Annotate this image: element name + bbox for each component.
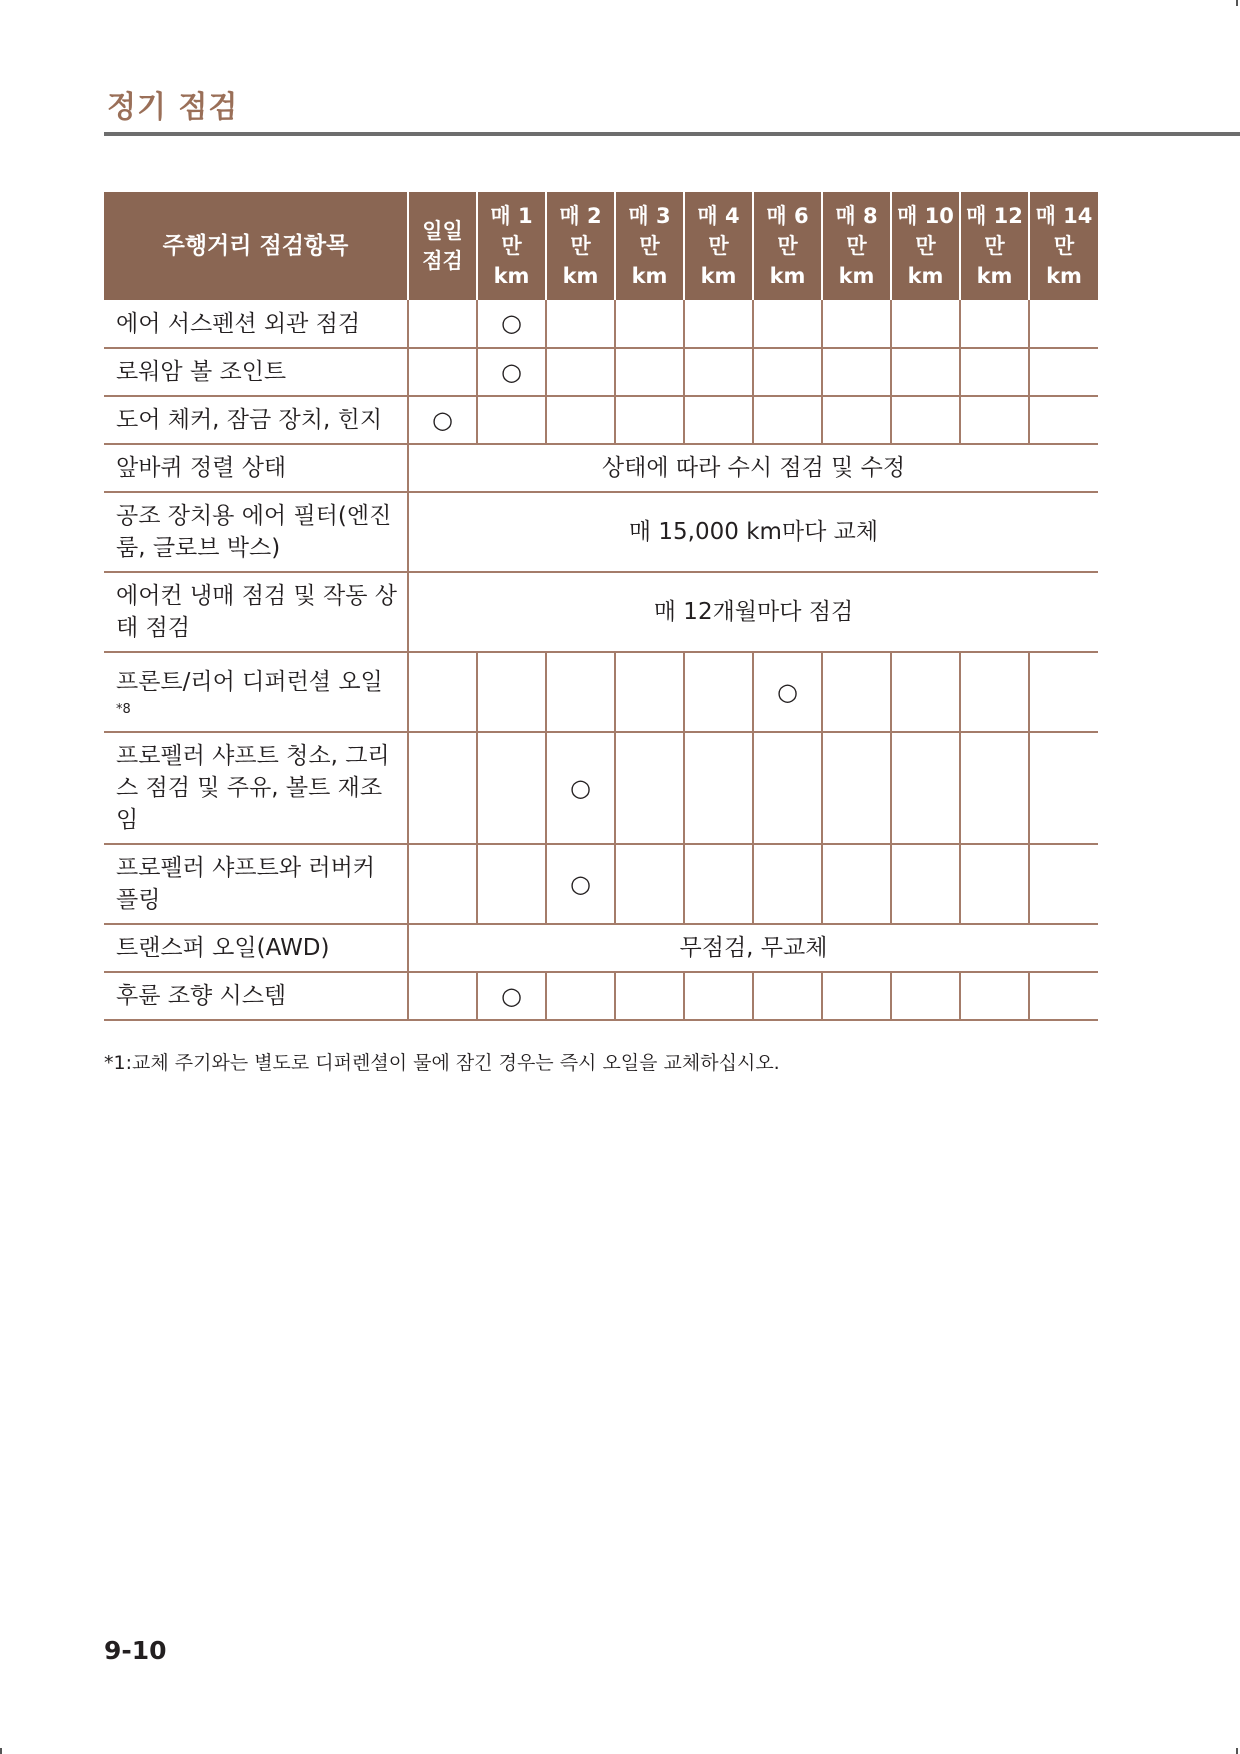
cell-daily bbox=[408, 300, 477, 348]
header-interval-8: 매 10 만 km bbox=[891, 192, 960, 300]
cell-interval-2 bbox=[546, 972, 615, 1020]
header-interval-6: 매 6 만 km bbox=[753, 192, 822, 300]
row-item-label bbox=[104, 492, 408, 572]
row-item-label bbox=[104, 300, 408, 348]
item-note: *8 bbox=[116, 702, 131, 717]
cell-interval-2 bbox=[546, 348, 615, 396]
cell-interval-8 bbox=[960, 972, 1029, 1020]
cell-interval-3 bbox=[615, 652, 684, 732]
cell-interval-9 bbox=[1029, 396, 1098, 444]
cell-interval-7 bbox=[891, 844, 960, 924]
cell-interval-7 bbox=[891, 396, 960, 444]
check-mark-icon: ○ bbox=[501, 981, 522, 1010]
row-item-label bbox=[104, 844, 408, 924]
item-text: 앞바퀴 정렬 상태 bbox=[116, 455, 287, 481]
row-span-note: 무점검, 무교체 bbox=[408, 924, 1098, 972]
crop-mark-bottom-right bbox=[1236, 1748, 1238, 1754]
cell-interval-3 bbox=[615, 396, 684, 444]
cell-interval-5 bbox=[753, 652, 822, 732]
item-text: 로워암 볼 조인트 bbox=[116, 359, 287, 385]
cell-interval-2 bbox=[546, 396, 615, 444]
cell-interval-5 bbox=[753, 396, 822, 444]
cell-daily bbox=[408, 732, 477, 844]
table-row bbox=[104, 844, 1098, 924]
cell-interval-4 bbox=[684, 972, 753, 1020]
table-row bbox=[104, 444, 1098, 492]
cell-interval-6 bbox=[822, 300, 891, 348]
table-row bbox=[104, 732, 1098, 844]
cell-interval-1 bbox=[477, 348, 546, 396]
cell-interval-7 bbox=[891, 348, 960, 396]
item-text: 프로펠러 샤프트 청소, 그리스 점검 및 주유, 볼트 재조임 bbox=[116, 743, 390, 833]
check-mark-icon: ○ bbox=[432, 405, 453, 434]
footnote: *1:교체 주기와는 별도로 디퍼렌셜이 물에 잠긴 경우는 즉시 오일을 교체하십시오. bbox=[104, 1052, 780, 1074]
cell-interval-7 bbox=[891, 972, 960, 1020]
table-row bbox=[104, 572, 1098, 652]
cell-interval-3 bbox=[615, 348, 684, 396]
check-mark-icon: ○ bbox=[501, 309, 522, 337]
table-row bbox=[104, 492, 1098, 572]
cell-interval-8 bbox=[960, 348, 1029, 396]
item-text: 도어 체커, 잠금 장치, 힌지 bbox=[116, 407, 383, 433]
cell-interval-5 bbox=[753, 972, 822, 1020]
check-mark-icon: ○ bbox=[777, 677, 798, 706]
header-interval-4: 매 3 만 km bbox=[615, 192, 684, 300]
cell-interval-9 bbox=[1029, 348, 1098, 396]
header-interval-5: 매 4 만 km bbox=[684, 192, 753, 300]
cell-interval-9 bbox=[1029, 300, 1098, 348]
header-interval-2: 매 1 만 km bbox=[477, 192, 546, 300]
crop-mark-bottom-left bbox=[0, 1748, 2, 1754]
title-divider bbox=[104, 132, 1240, 136]
cell-interval-7 bbox=[891, 652, 960, 732]
row-item-label bbox=[104, 444, 408, 492]
page-title: 정기 점검 bbox=[107, 90, 239, 125]
header-interval-1: 일일 점검 bbox=[408, 192, 477, 300]
cell-interval-8 bbox=[960, 396, 1029, 444]
cell-interval-8 bbox=[960, 732, 1029, 844]
cell-daily bbox=[408, 972, 477, 1020]
cell-interval-7 bbox=[891, 300, 960, 348]
cell-interval-6 bbox=[822, 732, 891, 844]
cell-interval-4 bbox=[684, 396, 753, 444]
cell-interval-1 bbox=[477, 732, 546, 844]
cell-interval-5 bbox=[753, 844, 822, 924]
cell-interval-3 bbox=[615, 844, 684, 924]
item-text: 에어 서스펜션 외관 점검 bbox=[116, 310, 361, 337]
cell-interval-4 bbox=[684, 652, 753, 732]
cell-daily bbox=[408, 844, 477, 924]
cell-interval-2 bbox=[546, 652, 615, 732]
cell-interval-6 bbox=[822, 396, 891, 444]
row-span-note: 매 15,000 km마다 교체 bbox=[408, 492, 1098, 572]
row-item-label bbox=[104, 972, 408, 1020]
cell-interval-3 bbox=[615, 972, 684, 1020]
crop-mark-top-right bbox=[1236, 0, 1238, 6]
row-item-label bbox=[104, 732, 408, 844]
cell-daily bbox=[408, 396, 477, 444]
cell-interval-1 bbox=[477, 972, 546, 1020]
table-row bbox=[104, 972, 1098, 1020]
table-row bbox=[104, 300, 1098, 348]
cell-interval-1 bbox=[477, 652, 546, 732]
row-span-note: 매 12개월마다 점검 bbox=[408, 572, 1098, 652]
cell-interval-4 bbox=[684, 348, 753, 396]
item-text: 에어컨 냉매 점검 및 작동 상태 점검 bbox=[116, 583, 397, 641]
cell-interval-9 bbox=[1029, 732, 1098, 844]
cell-interval-6 bbox=[822, 972, 891, 1020]
cell-interval-6 bbox=[822, 844, 891, 924]
check-mark-icon: ○ bbox=[570, 869, 591, 898]
row-item-label bbox=[104, 396, 408, 444]
table-row bbox=[104, 396, 1098, 444]
item-text: 프론트/리어 디퍼런셜 오일 bbox=[116, 669, 383, 695]
cell-interval-2 bbox=[546, 300, 615, 348]
header-interval-3: 매 2 만 km bbox=[546, 192, 615, 300]
cell-interval-4 bbox=[684, 844, 753, 924]
header-item-column: 주행거리 점검항목 bbox=[104, 192, 408, 300]
row-item-label bbox=[104, 924, 408, 972]
cell-interval-9 bbox=[1029, 652, 1098, 732]
item-text: 트랜스퍼 오일(AWD) bbox=[116, 935, 330, 961]
check-mark-icon: ○ bbox=[501, 357, 522, 386]
check-mark-icon: ○ bbox=[570, 773, 591, 802]
cell-interval-1 bbox=[477, 844, 546, 924]
cell-interval-4 bbox=[684, 732, 753, 844]
page-number: 9-10 bbox=[104, 1636, 167, 1665]
cell-interval-5 bbox=[753, 300, 822, 348]
cell-interval-5 bbox=[753, 732, 822, 844]
row-item-label bbox=[104, 348, 408, 396]
cell-interval-7 bbox=[891, 732, 960, 844]
table-row bbox=[104, 348, 1098, 396]
row-item-label bbox=[104, 572, 408, 652]
cell-daily bbox=[408, 348, 477, 396]
table-row bbox=[104, 924, 1098, 972]
cell-interval-6 bbox=[822, 652, 891, 732]
row-item-label bbox=[104, 652, 408, 732]
table-body bbox=[104, 300, 1098, 1020]
maintenance-schedule-table bbox=[104, 192, 1098, 1021]
cell-interval-2 bbox=[546, 844, 615, 924]
cell-interval-8 bbox=[960, 300, 1029, 348]
cell-interval-2 bbox=[546, 732, 615, 844]
item-text: 프로펠러 샤프트와 러버커플링 bbox=[116, 855, 376, 913]
cell-daily bbox=[408, 652, 477, 732]
header-interval-10: 매 14 만 km bbox=[1029, 192, 1098, 300]
header-interval-9: 매 12 만 km bbox=[960, 192, 1029, 300]
cell-interval-6 bbox=[822, 348, 891, 396]
cell-interval-1 bbox=[477, 396, 546, 444]
row-span-note: 상태에 따라 수시 점검 및 수정 bbox=[408, 444, 1098, 492]
item-text: 공조 장치용 에어 필터(엔진룸, 글로브 박스) bbox=[116, 503, 392, 561]
cell-interval-8 bbox=[960, 844, 1029, 924]
cell-interval-8 bbox=[960, 652, 1029, 732]
table-row bbox=[104, 652, 1098, 732]
cell-interval-9 bbox=[1029, 844, 1098, 924]
item-text: 후륜 조향 시스템 bbox=[116, 983, 287, 1009]
cell-interval-9 bbox=[1029, 972, 1098, 1020]
header-interval-7: 매 8 만 km bbox=[822, 192, 891, 300]
table-header-row bbox=[104, 192, 1098, 300]
cell-interval-5 bbox=[753, 348, 822, 396]
cell-interval-3 bbox=[615, 732, 684, 844]
cell-interval-1 bbox=[477, 300, 546, 348]
cell-interval-4 bbox=[684, 300, 753, 348]
cell-interval-3 bbox=[615, 300, 684, 348]
